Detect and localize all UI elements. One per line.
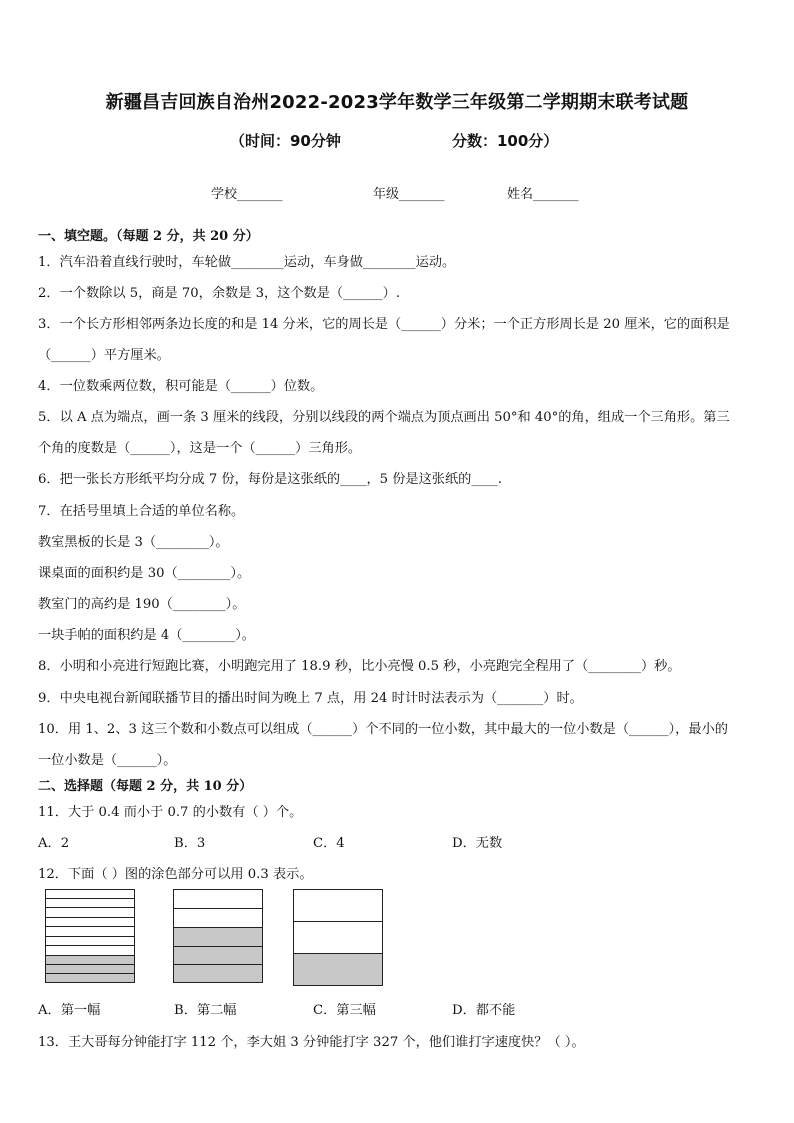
stripe-lines xyxy=(294,922,383,954)
question-11: 11．大于 0.4 而小于 0.7 的小数有（ ）个。 xyxy=(38,805,303,820)
q12-option-d: D．都不能 xyxy=(452,1003,516,1018)
q12-option-a: A．第一幅 xyxy=(38,1003,101,1018)
shaded-stripe xyxy=(46,965,135,974)
question-line: 教室黑板的长是 3（________）。 xyxy=(38,535,229,550)
question-line: 课桌面的面积约是 30（________）。 xyxy=(38,566,251,581)
q12-figure-2 xyxy=(173,889,264,984)
shaded-area xyxy=(174,928,263,983)
q11-option-d: D．无数 xyxy=(452,836,503,851)
section-1-heading: 一、填空题。（每题 2 分，共 20 分） xyxy=(38,229,259,244)
shaded-area xyxy=(294,954,383,986)
grade-field: 年级_______ xyxy=(373,187,445,202)
shaded-stripe xyxy=(46,956,135,965)
q12-figure-3 xyxy=(293,889,384,988)
question-13: 13．王大哥每分钟能打字 112 个，李大姐 3 分钟能打字 327 个，他们谁打字速度快？（ ）。 xyxy=(38,1035,585,1050)
question-line: 3．一个长方形相邻两条边长度的和是 14 分米，它的周长是（______）分米；一个正方形周长是 20 厘米，它的面积是 xyxy=(38,317,730,332)
question-line: 一块手帕的面积约是 4（________）。 xyxy=(38,628,255,643)
question-line: 7．在括号里填上合适的单位名称。 xyxy=(38,504,245,519)
question-line: 1．汽车沿着直线行驶时，车轮做________运动，车身做________运动。 xyxy=(38,255,456,270)
exam-title: 新疆昌吉回族自治州2022-2023学年数学三年级第二学期期末联考试题 xyxy=(105,92,689,113)
question-line: 2．一个数除以 5，商是 70，余数是 3，这个数是（______）. xyxy=(38,286,401,301)
section-2-heading: 二、选择题（每题 2 分，共 10 分） xyxy=(38,779,253,794)
name-field: 姓名_______ xyxy=(507,187,579,202)
q11-option-c: C．4 xyxy=(313,836,345,851)
question-line: 一位小数是（______）。 xyxy=(38,753,177,768)
question-line: 8．小明和小亮进行短跑比赛，小明跑完用了 18.9 秒，比小亮慢 0.5 秒，小亮跑完全程用了（________）秒。 xyxy=(38,659,681,674)
question-12: 12．下面（ ）图的涂色部分可以用 0.3 表示。 xyxy=(38,867,313,882)
question-line: 9．中央电视台新闻联播节目的播出时间为晚上 7 点，用 24 时计时法表示为（_______）时。 xyxy=(38,691,583,706)
question-line: 5．以 A 点为端点，画一条 3 厘米的线段，分别以线段的两个端点为顶点画出 50°和 40°的角，组成一个三角形。第三 xyxy=(38,410,730,425)
q11-option-a: A．2 xyxy=(38,836,70,851)
question-line: 教室门的高约是 190（________）。 xyxy=(38,597,246,612)
time-label: （时间：90分钟 xyxy=(230,132,341,150)
q12-option-c: C．第三幅 xyxy=(313,1003,376,1018)
q12-figure-1 xyxy=(45,889,136,984)
q11-option-b: B．3 xyxy=(174,836,206,851)
q12-option-b: B．第二幅 xyxy=(174,1003,237,1018)
question-line: （______）平方厘米。 xyxy=(38,348,170,363)
question-line: 10．用 1、2、3 这三个数和小数点可以组成（______）个不同的一位小数，其中最大的一位小数是（______），最小的 xyxy=(38,722,728,737)
shaded-stripe xyxy=(46,974,135,983)
question-line: 6．把一张长方形纸平均分成 7 份，每份是这张纸的____，5 份是这张纸的____. xyxy=(38,472,502,487)
school-field: 学校_______ xyxy=(211,187,283,202)
score-label: 分数：100分） xyxy=(452,132,559,150)
question-line: 4．一位数乘两位数，积可能是（______）位数。 xyxy=(38,379,324,394)
question-line: 个角的度数是（______），这是一个（______）三角形。 xyxy=(38,441,362,456)
